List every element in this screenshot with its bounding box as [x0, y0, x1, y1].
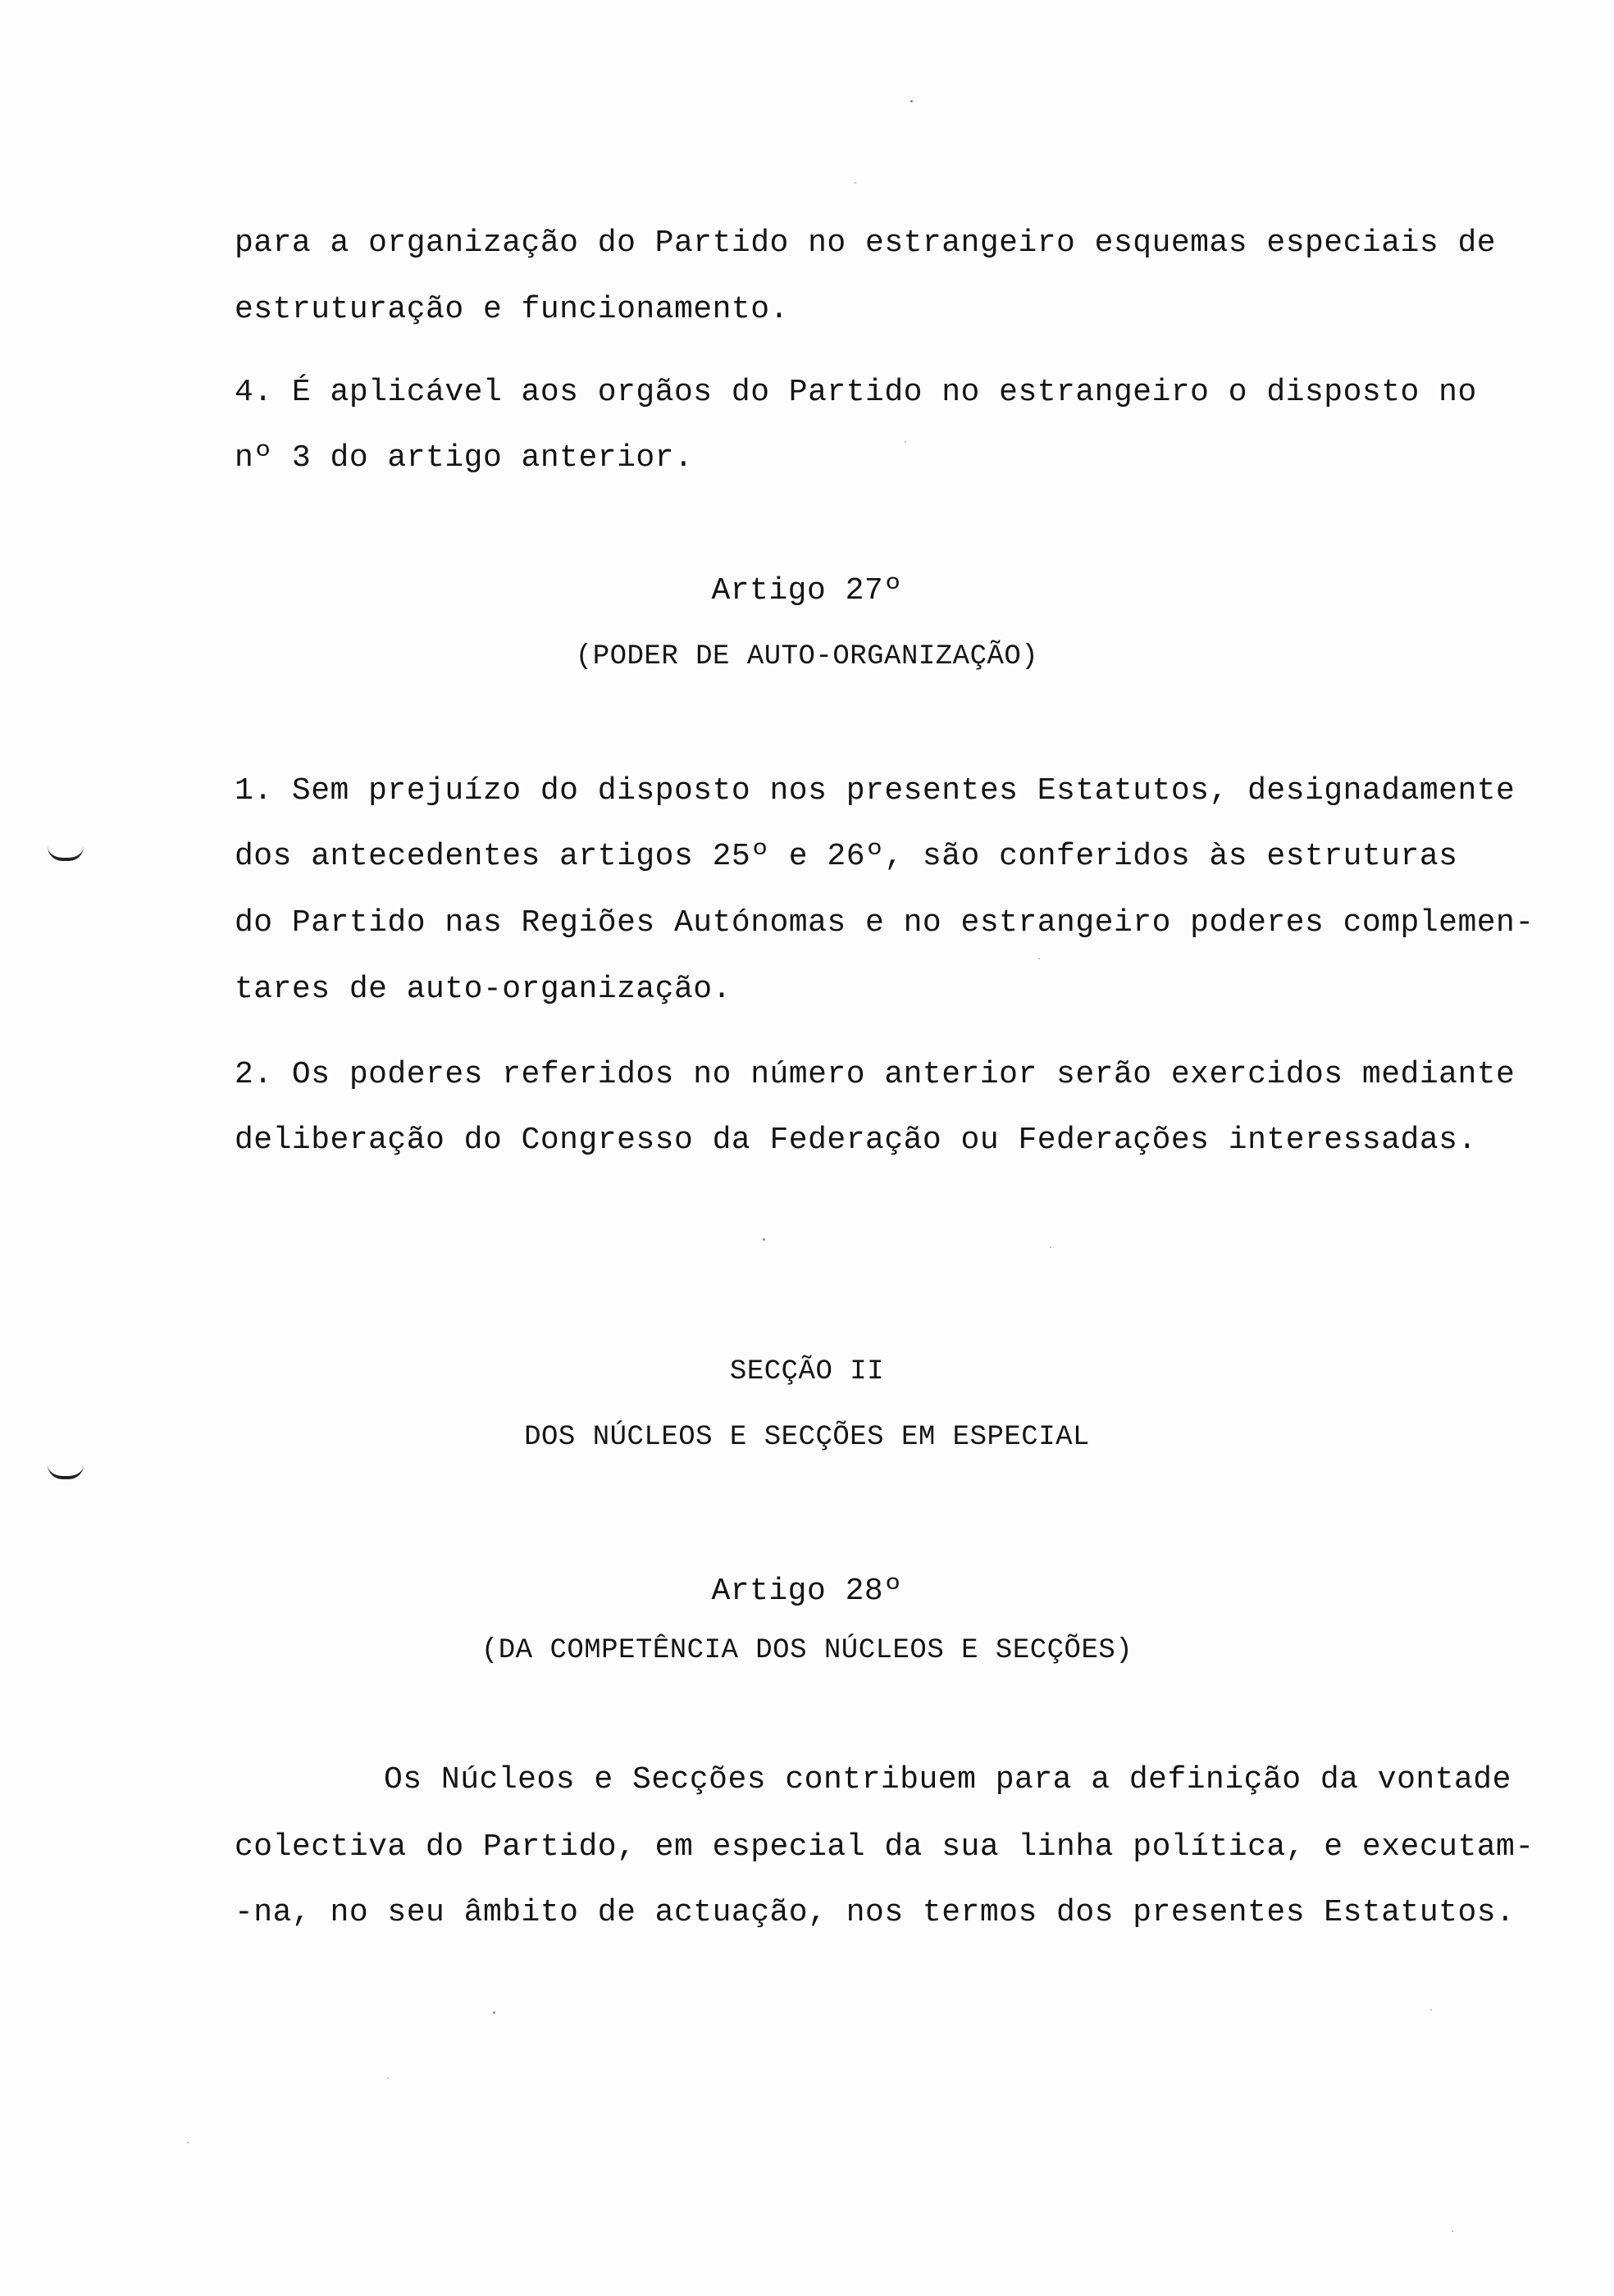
punch-hole-mark-upper: [48, 846, 84, 861]
item-4-line-1: 4. É aplicável aos orgãos do Partido no estrangeiro o disposto no: [235, 375, 1477, 410]
seccao-2-subtitle: DOS NÚCLEOS E SECÇÕES EM ESPECIAL: [524, 1422, 1090, 1453]
artigo-27-item-1-line-1: 1. Sem prejuízo do disposto nos presentes Estatutos, designadamente: [235, 773, 1516, 809]
scan-speck: [1038, 958, 1040, 959]
scan-speck: [387, 2077, 389, 2079]
artigo-27-heading: Artigo 27º: [711, 573, 903, 608]
continuation-line-2: estruturação e funcionamento.: [235, 292, 789, 327]
scan-speck: [855, 182, 856, 184]
scan-speck: [493, 2011, 495, 2014]
artigo-28-body-line-3: -na, no seu âmbito de actuação, nos termos dos presentes Estatutos.: [235, 1895, 1516, 1930]
continuation-line-1: para a organização do Partido no estrangeiro esquemas especiais de: [235, 226, 1497, 261]
scan-speck: [1430, 2009, 1432, 2011]
scan-speck: [910, 100, 913, 102]
item-4-line-2: nº 3 do artigo anterior.: [235, 440, 694, 476]
artigo-27-item-1-line-3: do Partido nas Regiões Autónomas e no estrangeiro poderes complemen-: [235, 905, 1534, 941]
artigo-27-item-2-line-1: 2. Os poderes referidos no número anterior serão exercidos mediante: [235, 1057, 1516, 1092]
scan-speck: [905, 441, 906, 443]
artigo-28-body-line-1: Os Núcleos e Secções contribuem para a definição da vontade: [384, 1762, 1511, 1797]
scan-speck: [1452, 2230, 1453, 2232]
artigo-27-item-1-line-4: tares de auto-organização.: [235, 972, 732, 1007]
scan-speck: [1050, 1246, 1051, 1248]
scan-speck: [763, 1238, 765, 1241]
artigo-28-body-line-2: colectiva do Partido, em especial da sua linha política, e executam-: [235, 1829, 1534, 1865]
artigo-27-item-2-line-2: deliberação do Congresso da Federação ou Federações interessadas.: [235, 1123, 1477, 1158]
artigo-28-subtitle: (DA COMPETÊNCIA DOS NÚCLEOS E SECÇÕES): [481, 1635, 1133, 1666]
scan-speck: [187, 2142, 189, 2143]
seccao-2-heading: SECÇÃO II: [729, 1356, 885, 1387]
artigo-27-subtitle: (PODER DE AUTO-ORGANIZAÇÃO): [575, 641, 1039, 672]
artigo-27-item-1-line-2: dos antecedentes artigos 25º e 26º, são conferidos às estruturas: [235, 839, 1458, 874]
artigo-28-heading: Artigo 28º: [711, 1574, 903, 1609]
